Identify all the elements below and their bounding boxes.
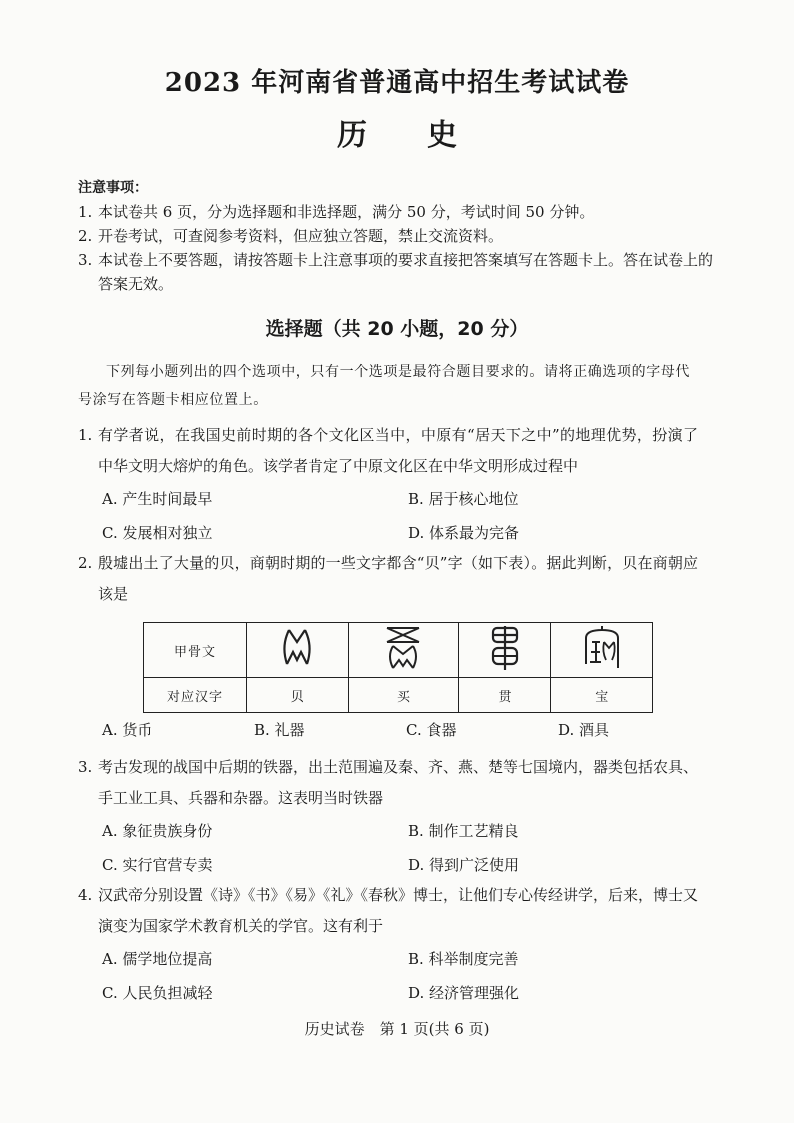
question-2-options	[78, 713, 698, 747]
option-b: B. 科举制度完善	[408, 950, 519, 968]
option-list	[102, 713, 698, 747]
question-text: 有学者说，在我国史前时期的各个文化区当中，中原有“居天下之中”的地理优势，扮演了中华文明大熔炉的角色。该学者肯定了中原文化区在中华文明形成过程中	[98, 426, 698, 475]
question-stem	[78, 752, 698, 814]
exam-title: 2023 年河南省普通高中招生考试试卷	[164, 68, 630, 98]
oracle-glyph-guan-icon	[459, 623, 551, 678]
oracle-glyph-bei-icon	[247, 623, 349, 678]
question-stem	[78, 420, 698, 482]
question-3	[78, 752, 698, 882]
question-number: 2.	[78, 554, 93, 572]
notice-item	[78, 200, 718, 224]
table-cell-char: 买	[348, 678, 459, 713]
notice-item	[78, 248, 718, 296]
question-stem	[78, 548, 698, 610]
option-a: A. 象征贵族身份	[102, 822, 213, 840]
oracle-glyph-bao-icon	[551, 623, 653, 678]
question-text: 汉武帝分别设置《诗》《书》《易》《礼》《春秋》博士，让他们专心传经讲学，后来，博士又演变为国家学术教育机关的学官。这有利于	[98, 886, 699, 935]
option-c: C. 发展相对独立	[102, 524, 213, 542]
notice-item-text: 本试卷共 6 页，分为选择题和非选择题，满分 50 分，考试时间 50 分钟。	[98, 203, 595, 221]
option-d: D. 经济管理强化	[408, 984, 520, 1002]
question-1	[78, 420, 698, 550]
table-cell-char: 宝	[551, 678, 653, 713]
option-d: D. 酒具	[558, 721, 610, 739]
option-list	[102, 482, 698, 550]
question-text: 殷墟出土了大量的贝，商朝时期的一些文字都含“贝”字（如下表）。据此判断，贝在商朝应该是	[98, 554, 698, 603]
oracle-glyph-mai-icon	[348, 623, 459, 678]
question-2	[78, 548, 698, 610]
table-row-label: 甲骨文	[144, 623, 247, 678]
option-list	[102, 814, 698, 882]
option-a: A. 产生时间最早	[102, 490, 213, 508]
option-a: A. 货币	[102, 721, 153, 739]
table-cell-char: 贯	[459, 678, 551, 713]
question-4	[78, 880, 698, 1010]
option-c: C. 实行官营专卖	[102, 856, 213, 874]
notice-item-number: 2.	[78, 227, 93, 245]
notice-item-text: 开卷考试，可查阅参考资料，但应独立答题，禁止交流资料。	[98, 227, 504, 245]
notice-item-number: 3.	[78, 251, 93, 269]
notice-item-number: 1.	[78, 203, 93, 221]
question-text: 考古发现的战国中后期的铁器，出土范围遍及秦、齐、燕、楚等七国境内，器类包括农具、手工业工具、兵器和杂器。这表明当时铁器	[98, 758, 699, 807]
question-stem	[78, 880, 698, 942]
page-footer: 历史试卷 第 1 页(共 6 页)	[304, 1020, 490, 1038]
option-d: D. 体系最为完备	[408, 524, 520, 542]
notice-heading: 注意事项：	[78, 180, 148, 196]
option-b: B. 制作工艺精良	[408, 822, 519, 840]
section-title: 选择题（共 20 小题，20 分）	[265, 318, 529, 340]
option-a: A. 儒学地位提高	[102, 950, 213, 968]
notice-item-text: 本试卷上不要答题，请按答题卡上注意事项的要求直接把答案填写在答题卡上。答在试卷上的答案无效。	[98, 251, 714, 293]
option-c: C. 人民负担减轻	[102, 984, 213, 1002]
oracle-bone-table	[143, 622, 653, 713]
subject-title: 历史	[337, 118, 517, 153]
question-number: 1.	[78, 426, 93, 444]
notice-item	[78, 224, 718, 248]
question-number: 3.	[78, 758, 93, 776]
option-b: B. 居于核心地位	[408, 490, 519, 508]
option-b: B. 礼器	[254, 721, 305, 739]
option-d: D. 得到广泛使用	[408, 856, 520, 874]
table-cell-char: 贝	[247, 678, 349, 713]
notice-block	[78, 176, 718, 296]
question-number: 4.	[78, 886, 93, 904]
option-c: C. 食器	[406, 721, 457, 739]
option-list	[102, 942, 698, 1010]
section-instruction: 下列每小题列出的四个选项中，只有一个选项是最符合题目要求的。请将正确选项的字母代号涂写在答题卡相应位置上。	[78, 364, 690, 408]
table-row-label: 对应汉字	[144, 678, 247, 713]
